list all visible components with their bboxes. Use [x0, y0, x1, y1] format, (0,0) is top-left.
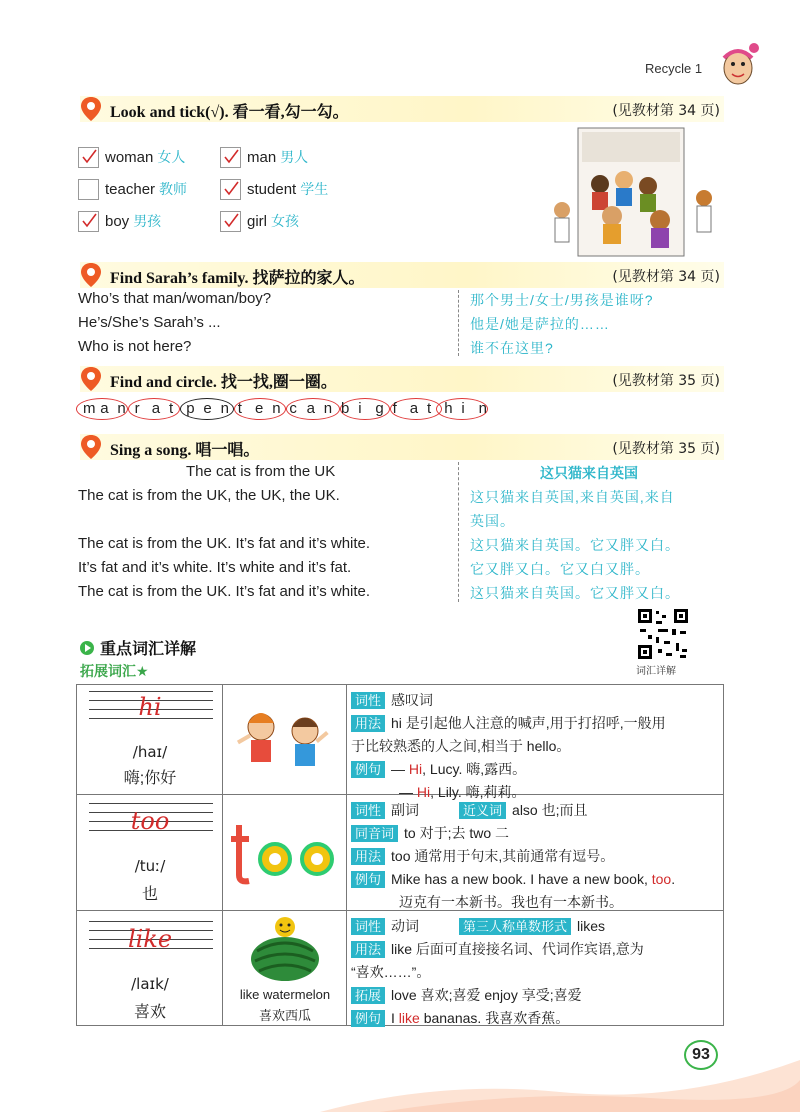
kids-waving-illustration [223, 685, 347, 793]
letter: e [255, 400, 264, 417]
word-script: too [130, 807, 170, 835]
tag-example: 例句 [351, 871, 385, 888]
word-script: like [127, 925, 173, 953]
letter: r [134, 400, 140, 417]
letter: n [117, 400, 126, 417]
section-look-tick [80, 96, 724, 122]
divider [458, 462, 459, 602]
check-icon [222, 148, 240, 166]
word-cell [77, 911, 223, 1025]
song-line-zh: 这只猫来自英国。它又胖又白。 [470, 537, 680, 553]
letter: n [323, 400, 333, 417]
song-line-zh: 这只猫来自英国。它又胖又白。 [470, 585, 680, 601]
vocab-row-like [77, 911, 723, 1025]
tag-synonym: 近义词 [459, 802, 506, 819]
divider [458, 290, 459, 356]
tick-item-teacher[interactable]: teacher 教师 [78, 178, 187, 200]
song-line: The cat is from the UK. It’s fat and it’s white. [78, 535, 371, 552]
letter: i [358, 400, 362, 417]
letter: n [478, 400, 487, 417]
vocab-table [76, 684, 724, 1026]
checkbox-unchecked[interactable] [78, 179, 99, 200]
unit-label: Recycle 1 [645, 61, 703, 76]
section-ref: (见教材第 35 页) [612, 441, 720, 457]
meaning: 嗨;你好 [123, 770, 177, 787]
letter: e [203, 400, 212, 417]
tag-extension: 拓展 [351, 987, 385, 1004]
song-title: The cat is from the UK [186, 463, 336, 480]
watermelon-illustration [223, 911, 347, 985]
section-find-family [80, 262, 724, 288]
tag-pos: 词性 [351, 692, 385, 709]
family-line: He’s/She’s Sarah’s ... [78, 314, 221, 331]
check-icon [80, 212, 98, 230]
word-cell [77, 685, 223, 794]
location-pin-icon [80, 96, 102, 122]
checkbox-checked[interactable] [78, 147, 99, 168]
word-cell [77, 795, 223, 910]
image-cell [223, 685, 347, 794]
song-line: The cat is from the UK. It’s fat and it’s white. [78, 583, 371, 600]
too-letters-illustration [223, 795, 347, 909]
tag-use: 用法 [351, 848, 385, 865]
image-cell [223, 795, 347, 910]
vocab-row-too [77, 795, 723, 911]
checkbox-checked[interactable] [78, 211, 99, 232]
decorative-wave [320, 1040, 800, 1112]
play-icon [80, 641, 94, 655]
check-icon [222, 212, 240, 230]
song-line-zh: 英国。 [470, 513, 515, 529]
checkbox-checked[interactable] [220, 179, 241, 200]
section-title: Find Sarah’s family. 找萨拉的家人。 [110, 270, 365, 287]
letter: b [341, 400, 350, 417]
tag-example: 例句 [351, 1010, 385, 1027]
classroom-illustration [548, 124, 720, 260]
family-line-zh: 他是/她是萨拉的…… [470, 316, 610, 332]
vocab-row-hi [77, 685, 723, 800]
tick-item-man[interactable]: man 男人 [220, 146, 308, 168]
section-title: Sing a song. 唱一唱。 [110, 442, 260, 459]
letter: f [392, 400, 397, 417]
image-cell [223, 911, 347, 1025]
vocab-subheading: 拓展词汇★ [80, 663, 149, 679]
letter: c [289, 400, 297, 417]
letter: n [220, 400, 229, 417]
checkbox-checked[interactable] [220, 147, 241, 168]
page-number: 93 [684, 1040, 718, 1070]
letter: t [169, 400, 174, 417]
letter: i [461, 400, 465, 417]
tag-use: 用法 [351, 715, 385, 732]
letter: m [83, 400, 96, 417]
location-pin-icon [80, 434, 102, 460]
checkbox-checked[interactable] [220, 211, 241, 232]
letter: t [237, 400, 242, 417]
desc-cell: 词性 动词 第三人称单数形式 likes 用法 like 后面可直接接名词、代词作宾语,意为 “喜欢……”。 拓展 love 喜欢;喜爱 enjoy 享受;喜爱 例句 I like bananas. 我喜欢香蕉。 [351, 918, 644, 1026]
family-line-zh: 那个男士/女士/男孩是谁呀? [470, 292, 654, 308]
letter: h [444, 400, 453, 417]
tag-homophone: 同音词 [351, 825, 398, 842]
tag-pos: 词性 [351, 802, 385, 819]
letter: a [409, 400, 419, 417]
meaning: 喜欢 [133, 1004, 166, 1021]
letter: n [272, 400, 281, 417]
section-find-circle [80, 366, 724, 392]
location-pin-icon [80, 366, 102, 392]
tag-example: 例句 [351, 761, 385, 778]
tag-pos: 词性 [351, 918, 385, 935]
vocab-heading: 重点词汇详解 [80, 636, 196, 659]
section-ref: (见教材第 35 页) [612, 373, 720, 389]
tick-item-student[interactable]: student 学生 [220, 178, 328, 200]
section-title: Find and circle. 找一找,圈一圈。 [110, 374, 337, 391]
song-line-zh: 这只猫来自英国,来自英国,来自 [470, 489, 675, 505]
mascot-icon [716, 38, 762, 88]
phonetic: /laɪk/ [131, 975, 169, 993]
letter: t [427, 400, 432, 417]
tag-use: 用法 [351, 941, 385, 958]
letter-grid [76, 398, 496, 422]
tag-third-person: 第三人称单数形式 [459, 918, 571, 935]
tick-item-boy[interactable]: boy 男孩 [78, 210, 161, 232]
family-line: Who’s that man/woman/boy? [78, 290, 272, 307]
letter: a [100, 400, 109, 417]
image-caption: like watermelon [239, 987, 331, 1002]
image-caption-zh: 喜欢西瓜 [258, 1008, 311, 1023]
song-title-zh: 这只猫来自英国 [540, 465, 638, 481]
phonetic: /haɪ/ [132, 743, 168, 761]
song-line: The cat is from the UK, the UK, the UK. [78, 487, 340, 504]
tick-item-girl[interactable]: girl 女孩 [220, 210, 299, 232]
meaning: 也 [141, 886, 158, 903]
check-icon [222, 180, 240, 198]
letter: p [186, 400, 195, 417]
section-ref: (见教材第 34 页) [612, 103, 720, 119]
letter: g [375, 400, 384, 417]
location-pin-icon [80, 262, 102, 288]
song-line: It’s fat and it’s white. It’s white and it’s fat. [78, 559, 352, 576]
family-line: Who is not here? [78, 338, 192, 355]
desc-cell: 词性 副词 近义词 also 也;而且 同音词 to 对于;去 two 二 用法 too 通常用于句末,其前通常有逗号。 例句 Mike has a new book. I have a new book, too. 迈克有一本新书。我也有一本新书。 [351, 799, 721, 914]
section-ref: (见教材第 34 页) [612, 269, 720, 285]
qr-label: 词汇详解 [636, 666, 676, 677]
song-line-zh: 它又胖又白。它又白又胖。 [470, 561, 650, 577]
qr-code-icon[interactable] [636, 607, 690, 661]
letter: a [151, 400, 161, 417]
section-title: Look and tick(√). 看一看,勾一勾。 [110, 104, 349, 121]
desc-cell: 词性 感叹词 用法 hi 是引起他人注意的喊声,用于打招呼,一般用 于比较熟悉的人之间,相当于 hello。 例句 — Hi, Lucy. 嗨,露西。 — Hi, Lily. 嗨,莉莉。 [351, 692, 666, 800]
section-sing [80, 434, 724, 460]
family-line-zh: 谁不在这里? [470, 340, 554, 356]
check-icon [80, 148, 98, 166]
tick-item-woman[interactable]: woman 女人 [78, 146, 185, 168]
word-script: hi [138, 693, 162, 721]
letter: a [306, 400, 315, 417]
phonetic: /tuː/ [134, 857, 166, 875]
